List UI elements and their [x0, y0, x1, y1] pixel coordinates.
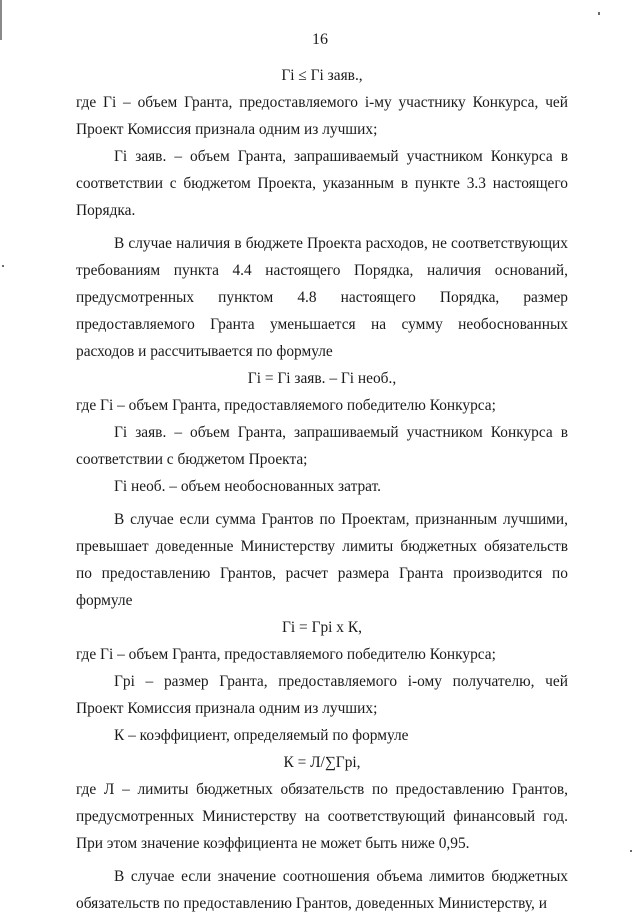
definition-l: где Л – лимиты бюджетных обязательств по предоставлению Грантов, предусмотренных Министерству на соответствующий финансовый год. При этом значение коэффициента не может быть ниже 0,95. [76, 781, 568, 852]
definition-gi-winner: где Гi – объем Гранта, предоставляемого победителю Конкурса; [76, 397, 496, 414]
paragraph-budget-reduction: В случае наличия в бюджете Проекта расходов, не соответствующих требованиям пункта 4.4 настоящего Порядка, наличия оснований, предусмотренных пунктом 4.8 настоящего Порядка, размер предоставляемого Гранта уменьшается на сумму необоснованных расходов и рассчитывается по формуле [76, 235, 568, 360]
definition-gi-winner-2: где Гi – объем Гранта, предоставляемого победителю Конкурса; [76, 646, 496, 663]
scan-speck [598, 12, 600, 15]
paragraph-ratio: В случае если значение соотношения объема лимитов бюджетных обязательств по предоставлению Грантов, доведенных Министерству, и [76, 868, 568, 912]
definition-gi-requested: Гi заяв. – объем Гранта, запрашиваемый участником Конкурса в соответствии с бюджетом Проекта, указанным в пункте 3.3 настоящего Порядка. [76, 148, 568, 219]
scan-speck [630, 850, 632, 852]
paragraph-limits-exceeded: В случае если сумма Грантов по Проектам, признанным лучшими, превышает доведенные Министерству лимиты бюджетных обязательств по предоставлению Грантов, расчет размера Гранта производится по формуле [76, 511, 568, 609]
scan-speck [2, 265, 4, 267]
definition-gpi: Гpi – размер Гранта, предоставляемого i-ому получателю, чей Проект Комиссия признала одним из лучших; [76, 673, 568, 717]
definition-gi-unjustified: Гi необ. – объем необоснованных затрат. [114, 478, 382, 495]
formula-grant-reduced: Гi = Гi заяв. – Гi необ., [247, 370, 397, 387]
page-number: 16 [312, 31, 328, 48]
formula-grant-limit: Гi ≤ Гi заяв., [281, 67, 363, 84]
definition-k: К – коэффициент, определяемый по формуле [114, 727, 409, 744]
definition-gi-requested-2: Гi заяв. – объем Гранта, запрашиваемый участником Конкурса в соответствии с бюджетом Проекта; [76, 424, 568, 468]
formula-grant-coefficient: Гi = Гpi х К, [282, 619, 362, 636]
document-body [76, 62, 568, 917]
definition-gi-participant: где Гi – объем Гранта, предоставляемого i-му участнику Конкурса, чей Проект Комиссия признала одним из лучших; [76, 94, 568, 138]
formula-k: К = Л/∑Гpi, [283, 754, 361, 771]
